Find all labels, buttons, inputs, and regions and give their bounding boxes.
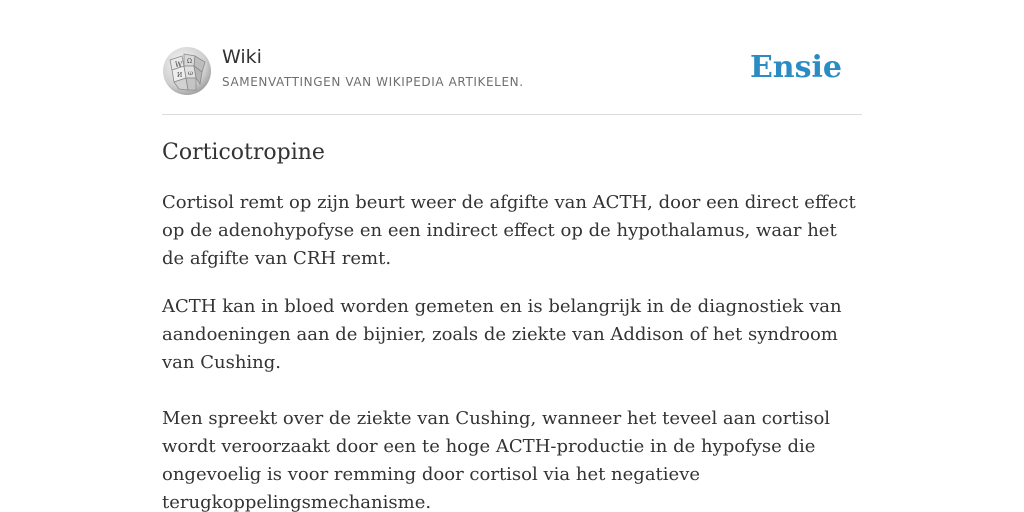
svg-text:Ω: Ω — [187, 58, 192, 65]
site-subtitle: SAMENVATTINGEN VAN WIKIPEDIA ARTIKELEN. — [222, 75, 524, 89]
article-paragraph: Men spreekt over de ziekte van Cushing, wanneer het teveel aan cortisol wordt veroorzaakt door een te hoge ACTH-productie in de hypofyse die ongevoelig is voor remming door cortisol via het negatieve terugkoppelingsmechanisme. — [162, 408, 831, 512]
svg-text:ω: ω — [188, 70, 193, 77]
ensie-logo[interactable]: Ensie — [749, 50, 842, 85]
article-paragraph: ACTH kan in bloed worden gemeten en is belangrijk in de diagnostiek van aandoeningen aan de bijnier, zoals de ziekte van Addison of het syndroom van Cushing. — [162, 296, 842, 373]
wikipedia-globe-icon[interactable] — [162, 46, 212, 96]
article-title: Corticotropine — [162, 140, 325, 165]
site-title[interactable]: Wiki — [222, 46, 262, 68]
article-paragraph: Cortisol remt op zijn beurt weer de afgifte van ACTH, door een direct effect op de adenohypofyse en een indirect effect op de hypothalamus, waar het de afgifte van CRH remt. — [162, 192, 856, 269]
site-header — [162, 44, 862, 115]
article — [162, 137, 862, 512]
svg-text:И: И — [177, 72, 183, 79]
svg-text:W: W — [175, 61, 183, 69]
